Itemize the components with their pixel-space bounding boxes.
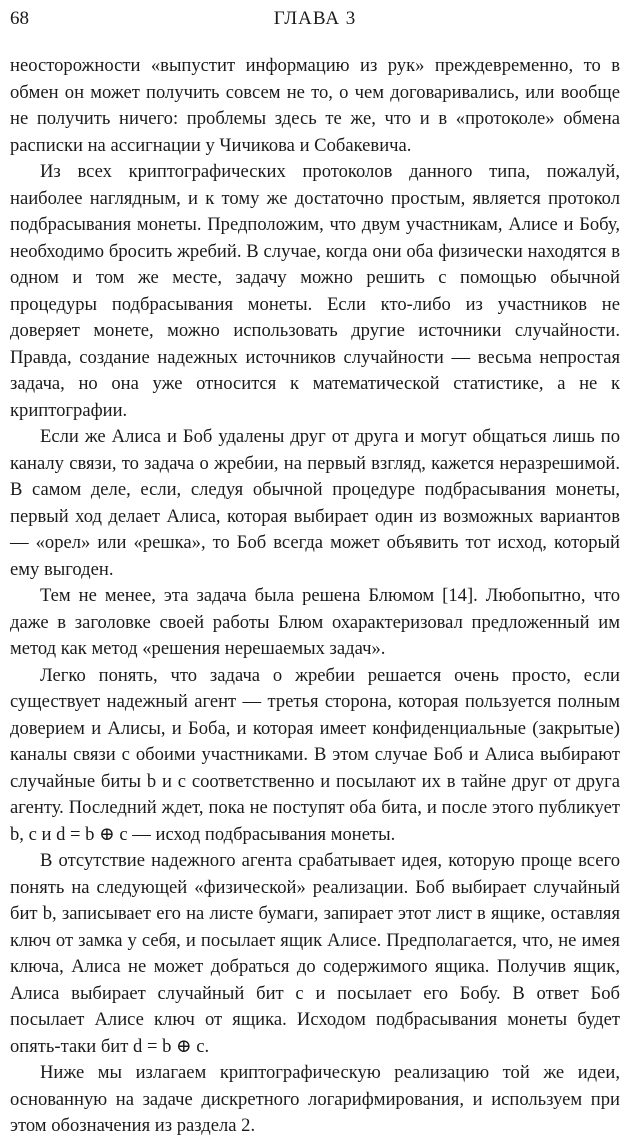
chapter-title: ГЛАВА 3 (273, 8, 357, 29)
paragraph-coin-flipping-intro: Из всех криптографических протоколов данного типа, пожалуй, наиболее наглядным, и к тому же достаточно простым, является протокол подбрасывания монеты. Предположим, что двум участникам, Алисе и Бобу, необходимо бросить жребий. В случае, когда они оба физически находятся в одном и том же месте, задачу можно решить с помощью обычной процедуры подбрасывания монеты. Если кто-либо из участников не доверяет монете, можно использовать другие источники случайности. Правда, создание надежных источников случайности — весьма непростая задача, но она уже относится к математической статистике, а не к криптографии. (10, 161, 620, 421)
paragraph-trusted-agent: Легко понять, что задача о жребии решается очень просто, если существует надежный агент — третья сторона, которая пользуется полным доверием и Алисы, и Боба, и которая имеет конфиденциальные (закрытые) каналы связи с обоими участниками. В этом случае Боб и Алиса выбирают случайные биты b и c соответственно и посылают их в тайне друг от друга агенту. Последний ждет, пока не поступят оба бита, и после этого публикует b, c и d = b ⊕ c — исход подбрасывания монеты. (10, 664, 620, 845)
page-number: 68 (10, 8, 29, 29)
paragraph-physical-box: В отсутствие надежного агента срабатывает идея, которую проще всего понять на следующей «физической» реализации. Боб выбирает случайный бит b, записывает его на листе бумаги, запирает этот лист в ящике, оставляя ключ от замка у себя, и посылает ящик Алисе. Предполагается, что, не имея ключа, Алиса не может добраться до содержимого ящика. Получив ящик, Алиса выбирает случайный бит c и посылает его Бобу. В ответ Боб посылает Алисе ключ от ящика. Исходом подбрасывания монеты будет опять-таки бит d = b ⊕ c. (10, 850, 620, 1057)
body-text (10, 53, 620, 1140)
paragraph-continuation: неосторожности «выпустит информацию из рук» преждевременно, то в обмен он может получить совсем не то, о чем договаривались, или вообще не получить ничего: проблемы здесь те же, что и в «протоколе» обмена расписки на ассигнации у Чичикова и Собакевича. (10, 55, 620, 156)
running-head (10, 6, 620, 32)
paragraph-blum-solution: Тем не менее, эта задача была решена Блюмом [14]. Любопытно, что даже в заголовке своей работы Блюм охарактеризовал предложенный им метод как метод «решения нерешаемых задач». (10, 585, 620, 659)
paragraph-discrete-log: Ниже мы излагаем криптографическую реализацию той же идеи, основанную на задаче дискретного логарифмирования, и используем при этом обозначения из раздела 2. (10, 1062, 620, 1136)
paragraph-remote-problem: Если же Алиса и Боб удалены друг от друга и могут общаться лишь по каналу связи, то задача о жребии, на первый взгляд, кажется неразрешимой. В самом деле, если, следуя обычной процедуре подбрасывания монеты, первый ход делает Алиса, которая выбирает один из возможных вариантов — «орел» или «решка», то Боб всегда может объявить тот исход, который ему выгоден. (10, 426, 620, 580)
